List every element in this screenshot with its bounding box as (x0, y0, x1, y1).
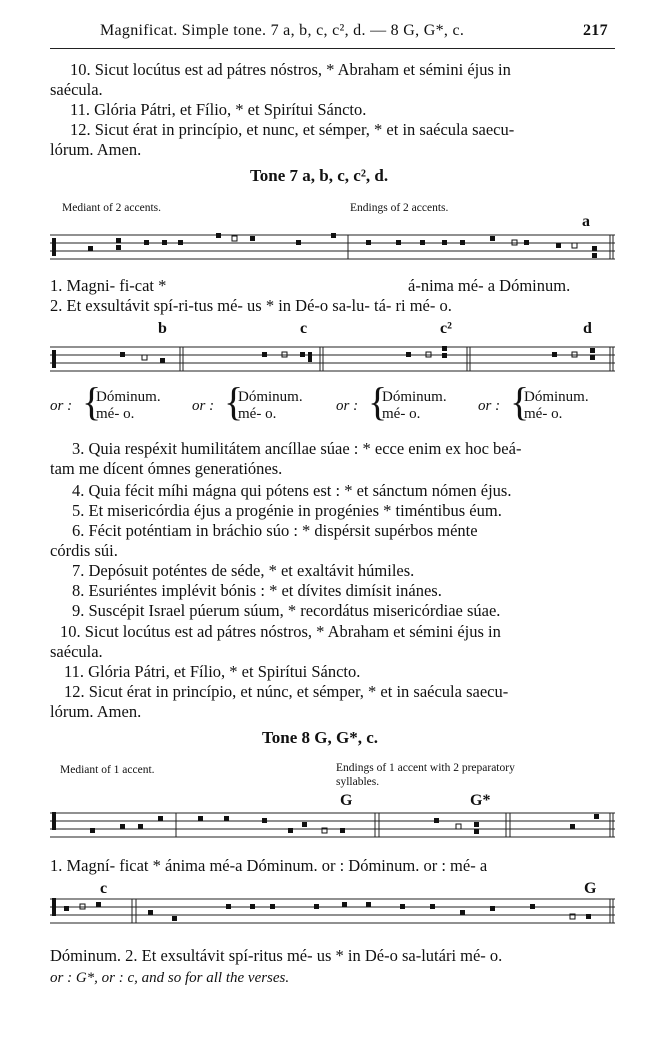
ending-d-label: d (583, 320, 592, 337)
tone7-lyric-2: 2. Et exsultávit spí-ri-tus mé- us * in Dé-o sa-lu- tá- ri mé- o. (50, 296, 452, 315)
alt-top: Dóminum. (96, 389, 161, 405)
verse-line: 7. Depósuit poténtes de séde, * et exaltávit húmiles. (72, 561, 415, 580)
ending-G-label-2: G (584, 880, 597, 897)
brace-icon: { (510, 379, 530, 424)
tone8-staff-1 (50, 810, 615, 846)
brace-icon: { (82, 379, 102, 424)
tone8-mediant-label: Mediant of 1 accent. (60, 764, 155, 776)
alt-bottom: mé- o. (96, 406, 135, 422)
verse-line: 11. Glória Pátri, et Fílio, * et Spirítui Sáncto. (64, 662, 361, 681)
tone7-lyric-1-left: 1. Magni- fi-cat * (50, 276, 167, 295)
ending-Gstar-label: G* (470, 792, 491, 809)
ending-c2-label: c² (440, 320, 452, 337)
or-label: or : (192, 398, 215, 414)
ending-b-label: b (158, 320, 167, 337)
or-label: or : (478, 398, 501, 414)
tone7-staff-1 (50, 232, 615, 268)
verse-line: tam me dícent ómnes generatiónes. (50, 459, 283, 478)
running-header: Magnificat. Simple tone. 7 a, b, c, c², d. — 8 G, G*, c. (100, 22, 465, 39)
verse-line: 3. Quia respéxit humilitátem ancíllae súae : * ecce enim ex hoc beá- (72, 439, 522, 458)
brace-icon: { (368, 379, 388, 424)
tone8-endings-label: Endings of 1 accent with 2 preparatory (336, 762, 515, 774)
ending-G-label: G (340, 792, 353, 809)
verse-line: 10. Sicut locútus est ad pátres nóstros, * Abraham et sémini éjus in (70, 60, 511, 79)
tone7-staff-2 (50, 344, 615, 376)
header-rule (50, 48, 615, 49)
alt-bottom: mé- o. (238, 406, 277, 422)
verse-line: lórum. Amen. (50, 702, 142, 721)
alt-top: Dóminum. (524, 389, 589, 405)
tone8-staff-2 (50, 896, 615, 932)
tone8-footer: or : G*, or : c, and so for all the verses. (50, 970, 290, 986)
alt-bottom: mé- o. (382, 406, 421, 422)
tone8-lyric-2: Dóminum. 2. Et exsultávit spí-ritus mé- us * in Dé-o sa-lutári mé- o. (50, 946, 503, 965)
verse-line: 8. Esuriéntes implévit bónis : * et dívites dimísit inánes. (72, 581, 442, 600)
alt-top: Dóminum. (238, 389, 303, 405)
verse-line: 4. Quia fécit míhi mágna qui pótens est : * et sánctum nómen éjus. (72, 481, 512, 500)
alt-bottom: mé- o. (524, 406, 563, 422)
tone7-title: Tone 7 a, b, c, c², d. (250, 166, 389, 185)
tone7-mediant-label: Mediant of 2 accents. (62, 202, 161, 214)
or-label: or : (50, 398, 73, 414)
ending-c-label: c (300, 320, 308, 337)
tone8-title: Tone 8 G, G*, c. (262, 728, 379, 747)
verse-line: 6. Fécit poténtiam in bráchio súo : * dispérsit supérbos ménte (72, 521, 478, 540)
verse-line: 10. Sicut locútus est ad pátres nóstros, * Abraham et sémini éjus in (60, 622, 501, 641)
brace-icon: { (224, 379, 244, 424)
ending-a-label: a (582, 213, 590, 230)
verse-line: 12. Sicut érat in princípio, et núnc, et sémper, * et in saécula saecu- (64, 682, 509, 701)
tone8-lyric-1: 1. Magní- ficat * ánima mé-a Dóminum. or : Dóminum. or : mé- a (50, 856, 488, 875)
tone7-endings-label: Endings of 2 accents. (350, 202, 449, 214)
verse-line: 9. Suscépit Israel púerum súum, * recordátus misericórdiae súae. (72, 601, 501, 620)
verse-line: 12. Sicut érat in princípio, et nunc, et sémper, * et in saécula saecu- (70, 120, 515, 139)
verse-line: 5. Et misericórdia éjus a progénie in progénies * timéntibus éum. (72, 501, 502, 520)
alt-top: Dóminum. (382, 389, 447, 405)
ending-c-label-tone8: c (100, 880, 108, 897)
tone7-lyric-1-right: á-nima mé- a Dóminum. (408, 276, 571, 295)
tone8-endings-label-2: syllables. (336, 776, 380, 788)
verse-line: córdis súi. (50, 541, 118, 560)
verse-line: saécula. (50, 642, 103, 661)
verse-line: 11. Glória Pátri, et Fílio, * et Spirítui Sáncto. (70, 100, 367, 119)
or-label: or : (336, 398, 359, 414)
page-number: 217 (583, 22, 608, 39)
verse-line: saécula. (50, 80, 103, 99)
verse-line: lórum. Amen. (50, 140, 142, 159)
